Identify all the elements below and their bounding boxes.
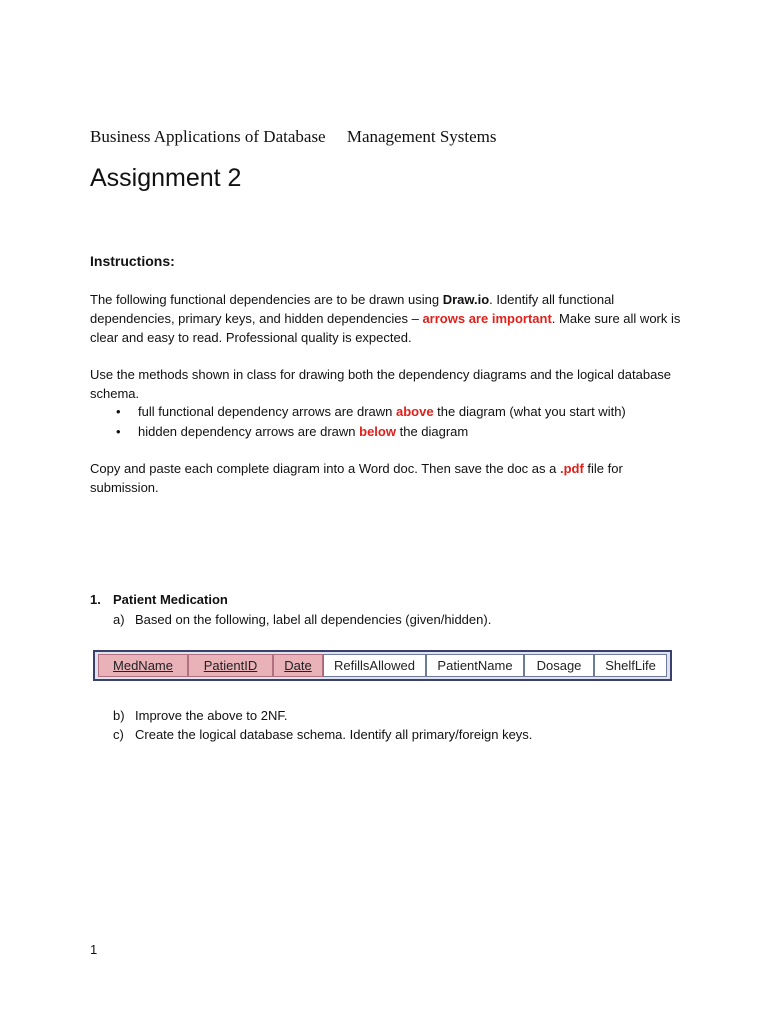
part-b-label: b) — [113, 708, 125, 723]
bullet-glyph: • — [116, 404, 121, 419]
pdf-emphasis: .pdf — [559, 461, 584, 476]
part-b-text: Improve the above to 2NF. — [135, 708, 288, 723]
p3-text-2: file for submission. — [90, 461, 623, 495]
table-column-medname: MedName — [98, 654, 188, 677]
part-a-label: a) — [113, 612, 125, 627]
question-1-heading — [90, 592, 228, 607]
instructions-paragraph-1 — [90, 290, 690, 347]
bullet-item — [90, 402, 626, 422]
bullet-glyph: • — [116, 424, 121, 439]
bullet-text-after: the diagram — [395, 424, 469, 439]
arrows-emphasis: arrows are important — [422, 311, 552, 326]
bullet-emphasis: above — [395, 404, 434, 419]
p1-text-3: . Make sure all work is clear and easy to read. Professional quality is expected. — [90, 311, 681, 345]
bullet-item — [90, 422, 626, 442]
instructions-paragraph-3 — [90, 459, 690, 497]
question-part-a — [113, 610, 491, 629]
bullet-emphasis: below — [359, 424, 396, 439]
table-column-refillsallowed: RefillsAllowed — [323, 654, 426, 677]
table-column-dosage: Dosage — [524, 654, 594, 677]
p3-text-1: Copy and paste each complete diagram into a Word doc. Then save the doc as a — [90, 461, 560, 476]
instructions-bullet-list — [90, 402, 626, 442]
instructions-paragraph-2: Use the methods shown in class for drawing both the dependency diagrams and the logical database schema. — [90, 367, 672, 401]
table-column-patientid: PatientID — [188, 654, 273, 677]
p1-text-1: The following functional dependencies are to be drawn using — [90, 292, 443, 307]
assignment-title: Assignment 2 — [90, 164, 242, 192]
instructions-heading: Instructions: — [90, 253, 175, 269]
question-title: Patient Medication — [113, 592, 228, 607]
table-column-date: Date — [273, 654, 323, 677]
course-title: Business Applications of Database Management Systems — [90, 127, 497, 146]
table-column-shelflife: ShelfLife — [594, 654, 667, 677]
bullet-text-before: hidden dependency arrows are drawn — [138, 424, 360, 439]
tool-name: Draw.io — [442, 292, 490, 307]
part-c-text: Create the logical database schema. Identify all primary/foreign keys. — [135, 727, 533, 742]
table-column-patientname: PatientName — [426, 654, 524, 677]
question-number: 1. — [90, 592, 101, 607]
p1-text-2: . Identify all functional dependencies, primary keys, and hidden dependencies – — [90, 292, 615, 326]
part-a-text: Based on the following, label all dependencies (given/hidden). — [135, 612, 492, 627]
question-part-c — [113, 725, 532, 744]
relation-table — [93, 650, 672, 681]
bullet-text-before: full functional dependency arrows are drawn — [138, 404, 396, 419]
page-number: 1 — [90, 942, 98, 957]
bullet-text-after: the diagram (what you start with) — [433, 404, 626, 419]
part-c-label: c) — [113, 727, 124, 742]
question-part-b — [113, 706, 287, 725]
